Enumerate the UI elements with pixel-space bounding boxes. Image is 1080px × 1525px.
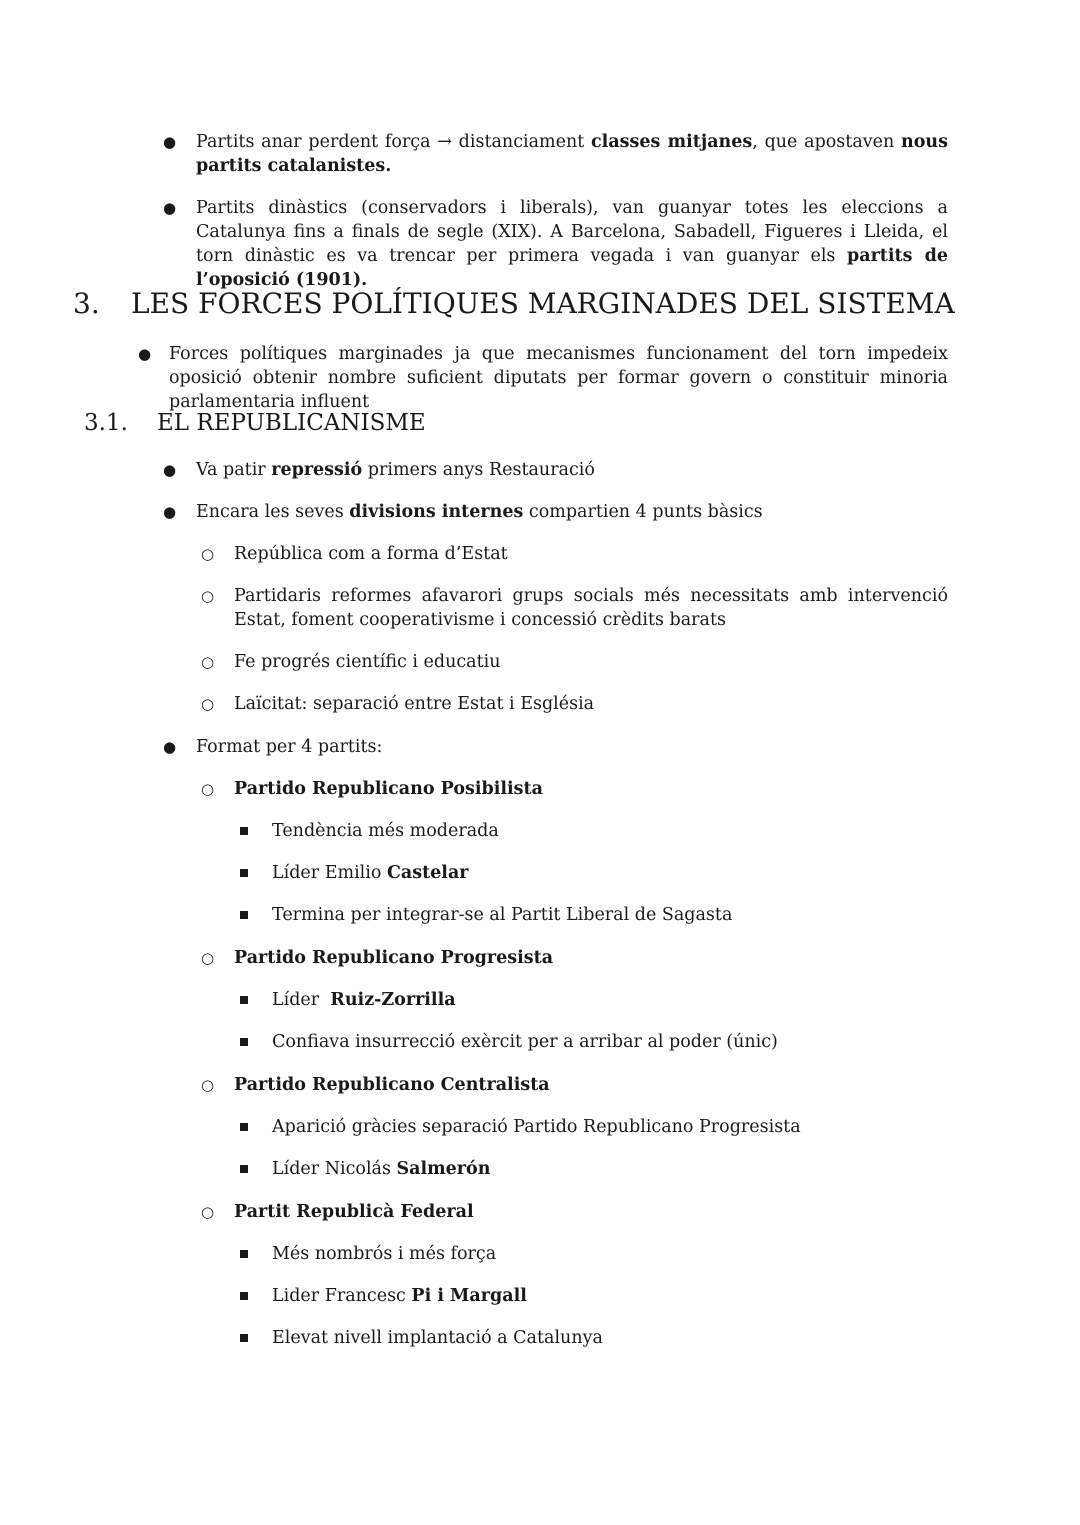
square-marker (240, 827, 248, 835)
circle-marker: ○ (201, 1076, 215, 1094)
square-marker (240, 996, 248, 1004)
section-3-title: LES FORCES POLÍTIQUES MARGINADES DEL SISTEMA (131, 287, 955, 320)
circle-marker: ○ (201, 1203, 215, 1221)
basic-point-1: República com a forma d’Estat (234, 544, 508, 564)
basic-point-2: Partidaris reformes afavarori grups socials més necessitats amb intervenció Estat, foment cooperativisme i concessió crèdits barats (234, 586, 948, 630)
square-marker (240, 911, 248, 919)
circle-marker: ○ (201, 780, 215, 798)
bullet-marker: ● (163, 133, 177, 151)
square-marker (240, 1038, 248, 1046)
circle-marker: ○ (201, 653, 215, 671)
basic-point-3: Fe progrés científic i educatiu (234, 652, 501, 672)
square-marker (240, 1123, 248, 1131)
party-1-item-2: Líder Emilio Castelar (272, 863, 469, 883)
party-2-item-2: Confiava insurrecció exèrcit per a arribar al poder (únic) (272, 1032, 778, 1052)
basic-point-4: Laïcitat: separació entre Estat i Església (234, 694, 595, 714)
circle-marker: ○ (201, 587, 215, 605)
intro-bullet-1: Partits anar perdent força → distanciament classes mitjanes, que apostaven nous partits catalanistes. (196, 132, 948, 176)
square-marker (240, 1250, 248, 1258)
republicanism-bullet-3: Format per 4 partits: (196, 737, 383, 757)
bullet-marker: ● (163, 461, 177, 479)
bullet-marker: ● (163, 738, 177, 756)
party-4-name: Partit Republicà Federal (234, 1202, 474, 1222)
bullet-marker: ● (163, 503, 177, 521)
party-1-item-3: Termina per integrar-se al Partit Liberal de Sagasta (272, 905, 733, 925)
republicanism-bullet-1: Va patir repressió primers anys Restauració (196, 460, 595, 480)
republicanism-bullet-2: Encara les seves divisions internes compartien 4 punts bàsics (196, 502, 763, 522)
section-3-1-title: EL REPUBLICANISME (157, 410, 426, 436)
square-marker (240, 869, 248, 877)
party-4-item-1: Més nombrós i més força (272, 1244, 497, 1264)
party-2-name: Partido Republicano Progresista (234, 948, 554, 968)
square-marker (240, 1292, 248, 1300)
party-3-item-1: Aparició gràcies separació Partido Republicano Progresista (272, 1117, 801, 1137)
party-1-item-1: Tendència més moderada (272, 821, 499, 841)
party-3-name: Partido Republicano Centralista (234, 1075, 550, 1095)
intro-bullet-2: Partits dinàstics (conservadors i liberals), van guanyar totes les eleccions a Catalunya fins a finals de segle (XIX). A Barcelona, Sabadell, Figueres i Lleida, el torn dinàstic es va trencar per primera vegada i van guanyar els partits de l’oposició (1901). (196, 198, 948, 290)
section-3-1-number: 3.1. (84, 410, 128, 436)
square-marker (240, 1334, 248, 1342)
party-3-item-2: Líder Nicolás Salmerón (272, 1159, 491, 1179)
circle-marker: ○ (201, 949, 215, 967)
party-1-name: Partido Republicano Posibilista (234, 779, 543, 799)
party-4-item-3: Elevat nivell implantació a Catalunya (272, 1328, 603, 1348)
party-4-item-2: Lider Francesc Pi i Margall (272, 1286, 527, 1306)
circle-marker: ○ (201, 545, 215, 563)
section-3-bullet: Forces polítiques marginades ja que mecanismes funcionament del torn impedeix oposició obtenir nombre suficient diputats per formar govern o constituir minoria parlamentaria influent (169, 344, 948, 412)
square-marker (240, 1165, 248, 1173)
party-2-item-1: Líder Ruiz-Zorrilla (272, 990, 456, 1010)
circle-marker: ○ (201, 695, 215, 713)
bullet-marker: ● (138, 345, 152, 363)
bullet-marker: ● (163, 199, 177, 217)
section-3-number: 3. (73, 287, 100, 320)
